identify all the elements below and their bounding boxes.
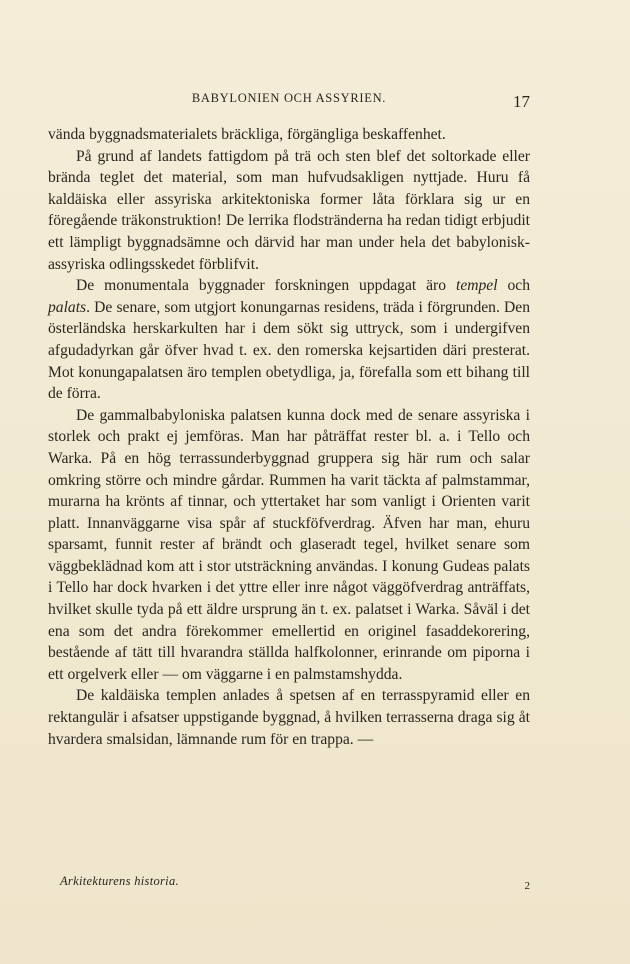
page-header bbox=[48, 91, 530, 115]
paragraph bbox=[48, 685, 530, 750]
text-run: De gammalbabyloniska palatsen kunna dock med de senare assyriska i storlek och prakt ej jemföras. Man har påträffat rester bl. a. i Tello och Warka. På en hög terrassunderbyggnad gruppera sig här rum och salar omkring större och mindre gårdar. Rummen ha varit täckta af palmstammar, murarna ha krönts af tinnar, och yttertaket har som vanligt i Orienten varit platt. Innanväggarne visa spår af stuckföfverdrag. Äfven har man, ehuru sparsamt, funnit rester af brändt och glaseradt tegel, hvilket senare som väggbeklädnad kom att i stor utsträckning användas. I konung Gudeas palats i Tello har dock hvarken i det yttre eller inre något väggöfverdrag anträffats, hvilket skulle tyda på ett äldre ursprung än t. ex. palatset i Warka. Såväl i det ena som det andra förekommer emellertid en originel fasaddekorering, bestående af tätt till hvarandra ställda halfkolonner, erinrande om piporna i ett orgelverk eller — om väggarne i en palmstamshydda. bbox=[48, 406, 530, 683]
text-run: De kaldäiska templen anlades å spetsen af en terrasspyramid eller en rektangulär i afsatser uppstigande byggnad, å hvilken terrasserna draga sig åt hvardera smalsidan, lämnande rum för en trappa. — bbox=[48, 687, 530, 748]
italic-term: tempel bbox=[455, 277, 498, 295]
italic-term: palats bbox=[48, 298, 87, 316]
page-footer bbox=[60, 874, 530, 898]
page-number: 17 bbox=[513, 92, 530, 111]
paragraph bbox=[48, 146, 530, 276]
footer-book-title: Arkitekturens historia. bbox=[60, 874, 179, 888]
paragraph bbox=[48, 405, 530, 686]
text-run: De monumentala byggnader forskningen uppdagat äro bbox=[76, 277, 456, 295]
text-run: och bbox=[497, 277, 531, 295]
body-text bbox=[48, 124, 530, 750]
running-title: BABYLONIEN OCH ASSYRIEN. bbox=[191, 91, 387, 105]
paragraph bbox=[48, 124, 530, 146]
text-run: På grund af landets fattigdom på trä och sten blef det soltorkade eller brända teglet det material, som man hufvudsakligen nyttjade. Huru få kaldäiska eller assyriska arkitektoniska former låta förklara sig ur en föregående träkonstruktion! De lerrika flodstränderna ha redan tidigt erbjudit ett lämpligt byggnadsämne och därvid har man under hela det babylonisk-assyriska odlingsskedet förblifvit. bbox=[48, 147, 530, 273]
paragraph bbox=[48, 275, 530, 405]
text-run: . De senare, som utgjort konungarnas residens, träda i förgrunden. Den österländska herskarkulten har i dem sökt sig uttryck, som i undergifven afgudadyrkan går öfver hvad t. ex. den romerska kejsartiden däri presterat. Mot konungapalatsen äro templen obetydliga, ja, förefalla som ett bihang till de förra. bbox=[48, 298, 530, 403]
text-run: vända byggnadsmaterialets bräckliga, förgängliga beskaffenhet. bbox=[48, 126, 446, 143]
signature-mark: 2 bbox=[524, 880, 530, 892]
